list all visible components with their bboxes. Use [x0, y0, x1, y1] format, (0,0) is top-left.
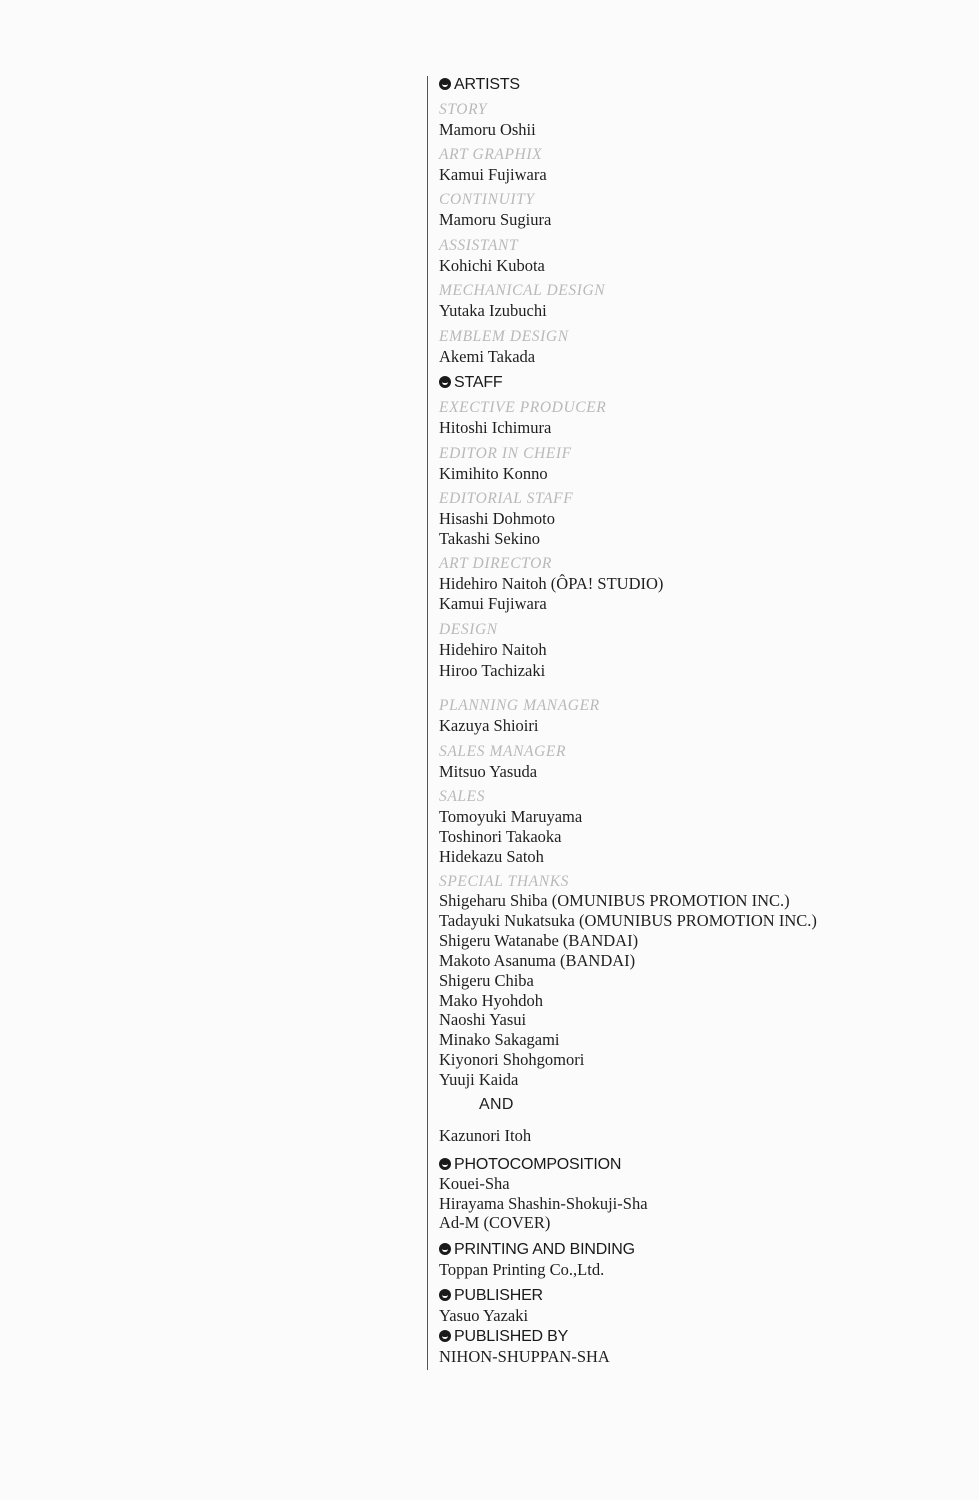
bullet-icon: [439, 376, 451, 388]
publisher-name: Yasuo Yazaki: [439, 1306, 529, 1325]
special-thanks-name: Yuuji Kaida: [439, 1070, 519, 1089]
editorial-staff-label: EDITORIAL STAFF: [439, 490, 574, 507]
staff-heading: STAFF: [439, 373, 502, 393]
special-thanks-name: Kiyonori Shohgomori: [439, 1050, 585, 1069]
bullet-icon: [439, 1330, 451, 1342]
printing-heading: PRINTING AND BINDING: [439, 1240, 635, 1260]
artists-heading: ARTISTS: [439, 75, 520, 95]
editorial-staff-name: Takashi Sekino: [439, 529, 541, 548]
executive-producer-label: EXECTIVE PRODUCER: [439, 399, 607, 416]
printing-name: Toppan Printing Co.,Ltd.: [439, 1260, 605, 1279]
special-thanks-name: Naoshi Yasui: [439, 1010, 527, 1029]
bullet-icon: [439, 1243, 451, 1255]
sales-manager-name: Mitsuo Yasuda: [439, 762, 538, 781]
design-name: Hidehiro Naitoh: [439, 640, 547, 659]
special-thanks-name: Shigeharu Shiba (OMUNIBUS PROMOTION INC.): [439, 891, 790, 910]
published-by-name: NIHON-SHUPPAN-SHA: [439, 1347, 610, 1366]
bullet-icon: [439, 1158, 451, 1170]
assistant-name: Kohichi Kubota: [439, 256, 545, 275]
photocomposition-heading: PHOTOCOMPOSITION: [439, 1155, 621, 1175]
vertical-rule: [427, 76, 428, 1370]
emblem-design-label: EMBLEM DESIGN: [439, 328, 569, 345]
and-text: AND: [479, 1096, 514, 1113]
photocomposition-name: Hirayama Shashin-Shokuji-Sha: [439, 1194, 648, 1213]
editor-in-chief-label: EDITOR IN CHEIF: [439, 445, 572, 462]
planning-manager-name: Kazuya Shioiri: [439, 716, 539, 735]
art-director-label: ART DIRECTOR: [439, 555, 552, 572]
sales-name: Hidekazu Satoh: [439, 847, 544, 866]
mechanical-design-name: Yutaka Izubuchi: [439, 301, 547, 320]
design-label: DESIGN: [439, 621, 498, 638]
bullet-icon: [439, 1289, 451, 1301]
special-thanks-name: Shigeru Watanabe (BANDAI): [439, 931, 639, 950]
art-graphix-label: ART GRAPHIX: [439, 146, 543, 163]
story-name: Mamoru Oshii: [439, 120, 536, 139]
design-name: Hiroo Tachizaki: [439, 661, 546, 680]
bullet-icon: [439, 78, 451, 90]
special-thanks-name: Minako Sakagami: [439, 1030, 560, 1049]
art-graphix-name: Kamui Fujiwara: [439, 165, 547, 184]
planning-manager-label: PLANNING MANAGER: [439, 697, 600, 714]
published-by-heading: PUBLISHED BY: [439, 1327, 568, 1347]
and-name: Kazunori Itoh: [439, 1126, 532, 1145]
special-thanks-name: Mako Hyohdoh: [439, 991, 544, 1010]
story-label: STORY: [439, 101, 488, 118]
mechanical-design-label: MECHANICAL DESIGN: [439, 282, 606, 299]
art-director-name: Hidehiro Naitoh (ÔPA! STUDIO): [439, 574, 664, 593]
special-thanks-label: SPECIAL THANKS: [439, 873, 569, 890]
publisher-heading: PUBLISHER: [439, 1286, 543, 1306]
executive-producer-name: Hitoshi Ichimura: [439, 418, 552, 437]
photocomposition-name: Ad-M (COVER): [439, 1213, 551, 1232]
special-thanks-name: Makoto Asanuma (BANDAI): [439, 951, 636, 970]
continuity-label: CONTINUITY: [439, 191, 535, 208]
assistant-label: ASSISTANT: [439, 237, 519, 254]
sales-manager-label: SALES MANAGER: [439, 743, 567, 760]
sales-name: Toshinori Takaoka: [439, 827, 562, 846]
special-thanks-name: Tadayuki Nukatsuka (OMUNIBUS PROMOTION INC.): [439, 911, 817, 930]
art-director-name: Kamui Fujiwara: [439, 594, 547, 613]
photocomposition-name: Kouei-Sha: [439, 1174, 510, 1193]
sales-label: SALES: [439, 788, 486, 805]
editor-in-chief-name: Kimihito Konno: [439, 464, 548, 483]
continuity-name: Mamoru Sugiura: [439, 210, 552, 229]
special-thanks-name: Shigeru Chiba: [439, 971, 534, 990]
emblem-design-name: Akemi Takada: [439, 347, 536, 366]
sales-name: Tomoyuki Maruyama: [439, 807, 583, 826]
editorial-staff-name: Hisashi Dohmoto: [439, 509, 555, 528]
